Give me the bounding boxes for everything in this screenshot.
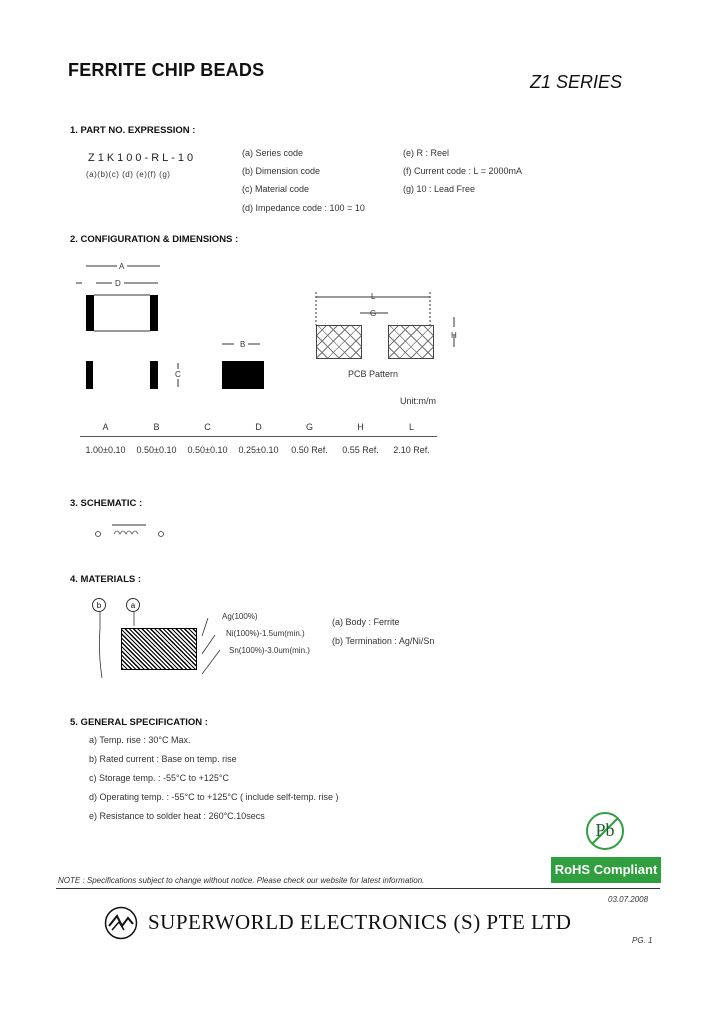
materials-leader-lines [90,610,230,690]
inductor-schematic-symbol [90,520,170,542]
table-header: H [335,418,386,437]
code-f: (f) Current code : L = 2000mA [403,166,522,176]
rohs-compliant-badge: RoHS Compliant [551,857,661,883]
unit-label: Unit:m/m [400,396,436,406]
table-cell: 0.55 Ref. [342,445,379,455]
dim-label-l: L [371,292,376,301]
document-date: 03.07.2008 [608,895,649,904]
dim-label-d: D [115,279,121,288]
table-cell: 1.00±0.10 [85,445,126,455]
code-e: (e) R : Reel [403,148,450,158]
dim-label-h: H [451,331,457,340]
dim-label-a: A [119,262,125,271]
company-name: SUPERWORLD ELECTRONICS (S) PTE LTD [148,910,572,934]
dim-label-c: C [175,370,181,379]
layer-ni: Ni(100%)-1.5um(min.) [226,629,305,638]
page-number: PG. 1 [632,936,653,945]
document-title: FERRITE CHIP BEADS [68,60,265,80]
code-b: (b) Dimension code [242,166,321,176]
table-header-row [80,418,437,437]
spec-item: d) Operating temp. : -55°C to +125°C ( include self-temp. rise ) [89,792,339,802]
material-termination: (b) Termination : Ag/Ni/Sn [332,636,435,646]
code-c: (c) Material code [242,184,310,194]
dim-label-g: G [370,309,377,318]
table-header: B [131,418,182,437]
callout-a: a [126,598,140,612]
table-header: D [233,418,284,437]
pcb-pattern-label: PCB Pattern [348,369,399,379]
table-cell: 2.10 Ref. [393,445,430,455]
dim-label-b: B [240,340,246,349]
table-header: G [284,418,335,437]
footer-divider [56,888,660,889]
material-body: (a) Body : Ferrite [332,617,400,627]
pcb-pad-right [388,325,434,359]
code-d: (d) Impedance code : 100 = 10 [242,203,365,213]
spec-item: a) Temp. rise : 30°C Max. [89,735,191,745]
dimension-table [80,418,437,463]
spec-item: e) Resistance to solder heat : 260°C.10secs [89,811,265,821]
pcb-pad-left [316,325,362,359]
pb-label: Pb [595,820,615,840]
pb-free-icon [585,811,625,851]
table-cell: 0.50±0.10 [187,445,228,455]
table-header: L [386,418,437,437]
section-heading-part-no: 1. PART NO. EXPRESSION : [70,125,196,136]
table-header: A [80,418,131,437]
section-heading-spec: 5. GENERAL SPECIFICATION : [70,717,208,728]
table-cell: 0.50±0.10 [136,445,177,455]
table-cell: 0.50 Ref. [291,445,328,455]
callout-b: b [92,598,106,612]
section-heading-config: 2. CONFIGURATION & DIMENSIONS : [70,234,239,245]
company-logo-icon [104,906,138,940]
section-heading-schematic: 3. SCHEMATIC : [70,498,143,509]
table-row [80,437,437,464]
series-name: Z1 SERIES [530,72,623,92]
part-number-letters: (a)(b)(c) (d) (e)(f) (g) [86,170,171,179]
spec-item: b) Rated current : Base on temp. rise [89,754,237,764]
spec-item: c) Storage temp. : -55°C to +125°C [89,773,230,783]
part-number-code: Z1K100-RL-10 [88,152,197,164]
layer-sn: Sn(100%)-3.0um(min.) [229,646,310,655]
table-cell: 0.25±0.10 [238,445,279,455]
layer-ag: Ag(100%) [222,612,258,621]
section-heading-materials: 4. MATERIALS : [70,574,142,585]
code-g: (g) 10 : Lead Free [403,184,476,194]
table-header: C [182,418,233,437]
code-a: (a) Series code [242,148,304,158]
footer-note: NOTE : Specifications subject to change without notice. Please check our website for latest information. [58,876,425,885]
